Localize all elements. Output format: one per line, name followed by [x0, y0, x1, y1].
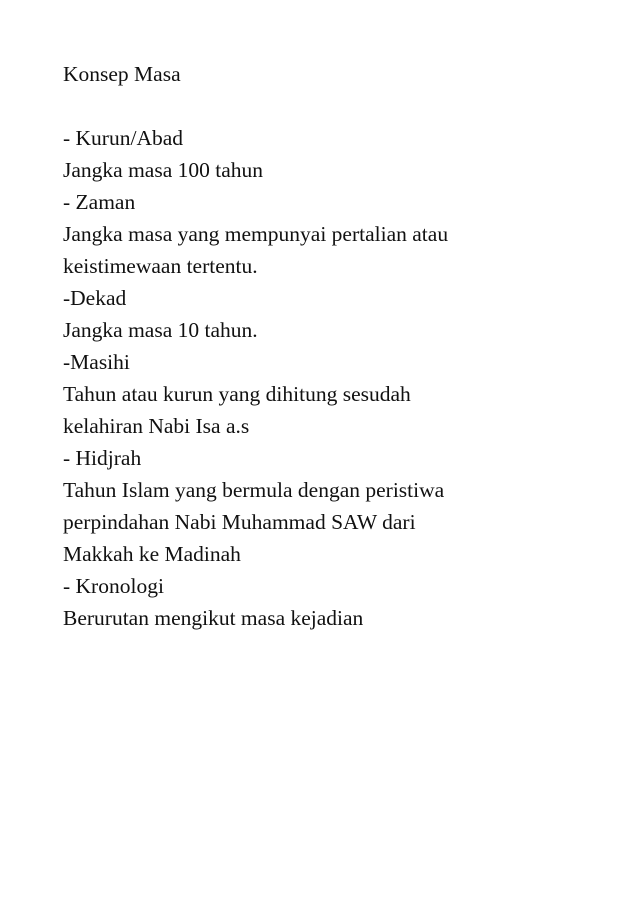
term-definition-dekad: Jangka masa 10 tahun.	[63, 318, 258, 342]
term-definition-kronologi: Berurutan mengikut masa kejadian	[63, 606, 364, 630]
document-title: Konsep Masa	[63, 62, 181, 86]
term-heading-hidjrah: - Hidjrah	[63, 446, 142, 470]
term-definition-hidjrah-line-1: Tahun Islam yang bermula dengan peristiwa	[63, 478, 445, 502]
term-definition-zaman-line-2: keistimewaan tertentu.	[63, 254, 258, 278]
term-definition-masihi-line-2: kelahiran Nabi Isa a.s	[63, 414, 250, 438]
term-definition-hidjrah-line-3: Makkah ke Madinah	[63, 542, 241, 566]
term-heading-dekad: -Dekad	[63, 286, 127, 310]
term-definition-hidjrah-line-2: perpindahan Nabi Muhammad SAW dari	[63, 510, 416, 534]
document-body	[63, 58, 593, 634]
term-definition-masihi-line-1: Tahun atau kurun yang dihitung sesudah	[63, 382, 411, 406]
term-definition-kurun-abad: Jangka masa 100 tahun	[63, 158, 264, 182]
term-definition-zaman-line-1: Jangka masa yang mempunyai pertalian atau	[63, 222, 449, 246]
term-heading-kurun-abad: - Kurun/Abad	[63, 126, 184, 150]
term-heading-masihi: -Masihi	[63, 350, 130, 374]
term-heading-kronologi: - Kronologi	[63, 574, 164, 598]
term-heading-zaman: - Zaman	[63, 190, 136, 214]
blank-line	[63, 90, 593, 122]
